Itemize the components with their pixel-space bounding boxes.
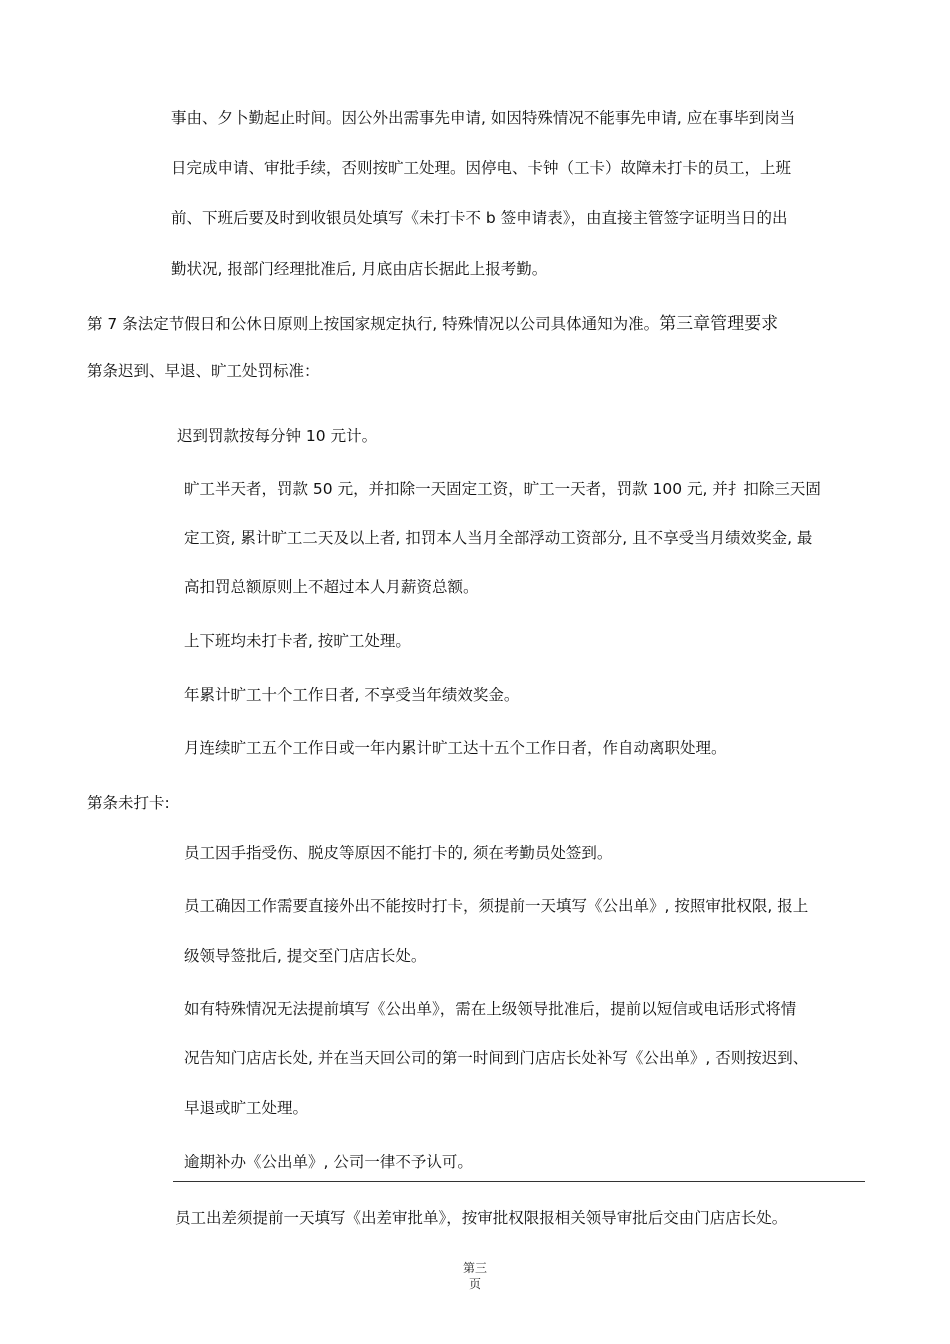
list-item: 逾期补办《公出单》, 公司一律不予认可。 xyxy=(184,1153,473,1171)
list-item-continuation: 早退或旷工处理。 xyxy=(184,1099,309,1117)
list-item: 迟到罚款按每分钟 10 元计。 xyxy=(177,427,378,445)
paragraph-line: 前、下班后要及时到收银员处填写《未打卡不 b 签申请表》，由直接主管签字证明当日的出 xyxy=(171,209,788,227)
article-heading: 第条未打卡: xyxy=(87,794,170,812)
page-number-line: 第三 xyxy=(462,1261,487,1275)
list-item-continuation: 级领导签批后, 提交至门店店长处。 xyxy=(184,947,427,965)
list-item-continuation: 况告知门店店长处, 并在当天回公司的第一时间到门店店长处补写《公出单》, 否则按迟到、 xyxy=(184,1049,809,1067)
article-heading: 第条迟到、早退、旷工处罚标准： xyxy=(87,362,320,380)
list-item: 员工因手指受伤、脱皮等原因不能打卡的, 须在考勤员处签到。 xyxy=(184,844,613,862)
page-number-line: 页 xyxy=(468,1277,481,1291)
list-item: 如有特殊情况无法提前填写《公出单》，需在上级领导批准后，提前以短信或电话形式将情 xyxy=(184,1000,797,1018)
horizontal-divider xyxy=(173,1181,865,1182)
list-item-continuation: 定工资, 累计旷工二天及以上者, 扣罚本人当月全部浮动工资部分, 且不享受当月绩效奖金, 最 xyxy=(184,529,813,547)
list-item: 年累计旷工十个工作日者, 不享受当年绩效奖金。 xyxy=(184,686,520,704)
list-item: 上下班均未打卡者, 按旷工处理。 xyxy=(184,632,411,650)
article-7-text: 第 7 条法定节假日和公休日原则上按国家规定执行, 特殊情况以公司具体通知为准。 xyxy=(87,315,660,333)
chapter-heading: 第三章管理要求 xyxy=(659,314,779,334)
list-item: 旷工半天者，罚款 50 元，并扣除一天固定工资，旷工一天者，罚款 100 元, 并扌扣除三天固 xyxy=(184,480,821,498)
article-7-line xyxy=(87,313,778,335)
paragraph-line: 勤状况, 报部门经理批准后, 月底由店长据此上报考勤。 xyxy=(171,260,548,278)
paragraph-line: 日完成申请、审批手续，否则按旷工处理。因停电、卡钟（工卡）故障未打卡的员工，上班 xyxy=(171,159,792,177)
list-item: 月连续旷工五个工作日或一年内累计旷工达十五个工作日者，作自动离职处理。 xyxy=(184,739,727,757)
paragraph-line: 事由、夕卜勤起止时间。因公外出需事先申请, 如因特殊情况不能事先申请, 应在事毕到岗当 xyxy=(171,109,796,127)
list-item: 员工确因工作需要直接外出不能按时打卡，须提前一天填写《公出单》, 按照审批权限, 报上 xyxy=(184,897,809,915)
list-item-continuation: 高扣罚总额原则上不超过本人月薪资总额。 xyxy=(184,578,479,596)
list-item: 员工出差须提前一天填写《出差审批单》，按审批权限报相关领导审批后交由门店店长处。 xyxy=(175,1209,788,1227)
page-number xyxy=(455,1260,495,1292)
